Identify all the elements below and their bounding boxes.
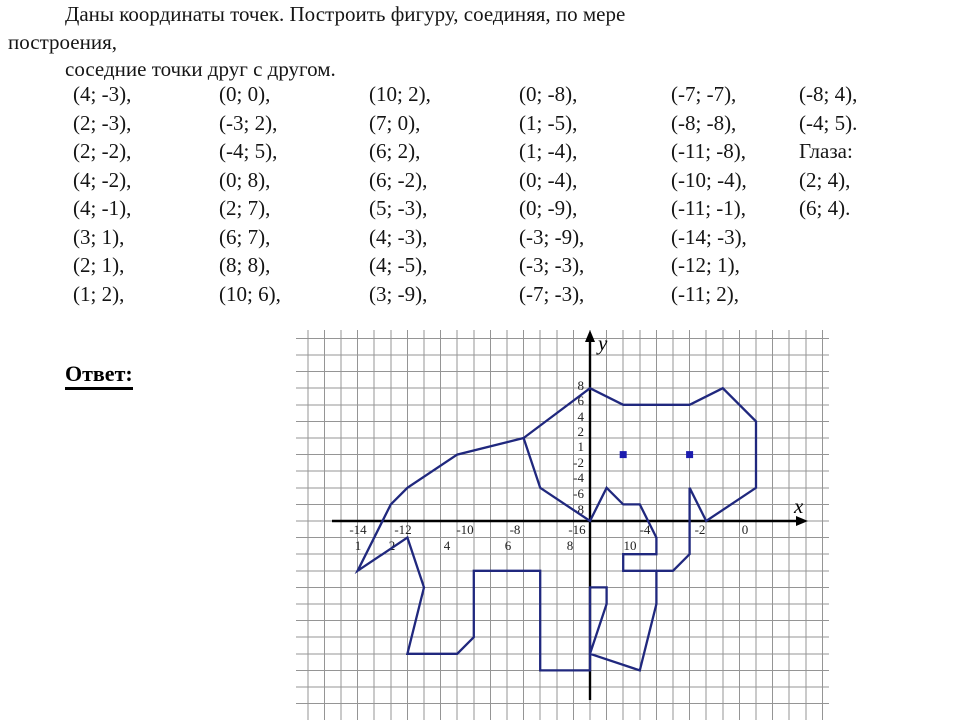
coordinate-cell: (2; 1), [73,253,125,277]
coordinate-cell: (-3; -3), [519,253,585,277]
coordinate-column [671,80,747,308]
coordinate-cell: (0; -8), [519,82,578,106]
coordinate-cell: (-14; -3), [671,224,747,249]
y-tick-label: 1 [577,439,584,454]
coordinate-cell: (0; 8), [219,167,271,192]
coordinate-cell: (4; -3), [73,82,132,106]
coordinate-cell: (-11; 2), [671,281,740,306]
coordinate-column [799,80,857,223]
x-tick-label-row1: -14 [349,522,367,537]
coordinate-cell: (-10; -4), [671,167,747,192]
coordinate-cell: (-7; -3), [519,281,585,306]
x-tick-label-row2: 8 [566,538,574,553]
coordinate-cell: (10; 2), [369,82,431,106]
elephant-plot-svg [296,330,829,720]
answer-label-text: Ответ: [65,361,133,390]
coordinate-cell: (-7; -7), [671,82,737,106]
coordinate-cell: (-8; -8), [671,110,737,135]
coordinate-cell: (-4; 5), [219,139,278,163]
coordinate-cell: (6; 7), [219,224,271,249]
coordinate-cell: (-8; 4), [799,82,858,106]
y-tick-label: 6 [577,393,584,408]
coordinate-cell: (0; -9), [519,196,578,220]
x-tick-label-row1: -2 [694,522,706,537]
x-tick-label-row1: -10 [456,522,474,537]
coordinate-cell: (-12; 1), [671,253,740,277]
coordinate-cell: (10; 6), [219,281,281,306]
coordinate-cell: (4; -1), [73,196,132,220]
task-line-3: соседние точки друг с другом. [65,57,336,81]
x-tick-label-row2: 2 [388,538,396,553]
coordinate-cell: (1; -5), [519,110,578,135]
coordinate-cell: (0; 0), [219,82,271,106]
task-line-2: построения, [8,30,117,54]
coordinate-cell: (3; -9), [369,281,428,306]
coordinate-cell: (2; -2), [73,139,132,163]
coordinate-cell: (3; 1), [73,224,125,249]
coordinate-cell: (-11; -8), [671,139,747,163]
coordinate-cell: (5; -3), [369,196,428,220]
y-axis-label: y [598,331,608,355]
y-axis-arrow-icon [585,330,595,342]
x-tick-label-row1: -16 [568,522,586,537]
x-tick-label-row1: -12 [394,522,412,537]
x-tick-label-row2: 6 [504,538,512,553]
eye-point [620,451,627,458]
y-tick-label: 2 [577,424,584,439]
x-tick-label-row2: 1 [354,538,362,553]
coordinate-column [369,80,431,308]
coordinate-cell: (6; 4). [799,196,851,220]
x-tick-label-row1: -8 [509,522,521,537]
coordinate-cell: Глаза: [799,139,853,163]
y-tick-label: -6 [573,486,584,501]
y-tick-label: -8 [573,502,584,517]
coordinate-column [73,80,131,308]
coordinate-cell: (1; 2), [73,281,125,306]
coordinate-cell: (4; -2), [73,167,132,192]
coordinate-cell: (1; -4), [519,139,578,163]
coordinate-column [519,80,584,308]
coordinate-cell: (2; -3), [73,110,132,135]
coordinate-cell: (7; 0), [369,110,421,135]
coordinate-cell: (0; -4), [519,167,578,192]
coordinate-cell: (6; -2), [369,167,428,192]
x-tick-label-row1: -4 [639,522,651,537]
coordinate-cell: (-11; -1), [671,196,747,220]
eye-point [686,451,693,458]
y-tick-label: -4 [573,470,584,485]
x-tick-label-row2: 4 [443,538,451,553]
coordinate-cell: (6; 2), [369,139,421,163]
coordinate-cell: (-4; 5). [799,110,858,135]
x-axis-label: x [794,494,804,518]
coordinate-cell: (4; -5), [369,253,428,277]
answer-label [65,361,133,387]
coordinate-list [73,80,953,312]
x-tick-label-row2: 10 [623,538,637,553]
coordinate-cell: (-3; 2), [219,110,278,135]
y-tick-label: 8 [577,378,584,393]
coordinate-cell: (8; 8), [219,253,271,277]
coordinate-cell: (2; 7), [219,196,271,220]
coordinate-cell: (-3; -9), [519,224,585,249]
y-tick-label: -2 [573,455,584,470]
coordinate-column [219,80,281,308]
coordinate-cell: (4; -3), [369,224,428,249]
x-tick-label-row1: 0 [741,522,749,537]
task-line-1: Даны координаты точек. Построить фигуру, соединяя, по мере [65,2,626,26]
coordinate-plane-chart [296,330,829,720]
y-tick-label: 4 [577,409,584,424]
coordinate-cell: (2; 4), [799,167,851,192]
